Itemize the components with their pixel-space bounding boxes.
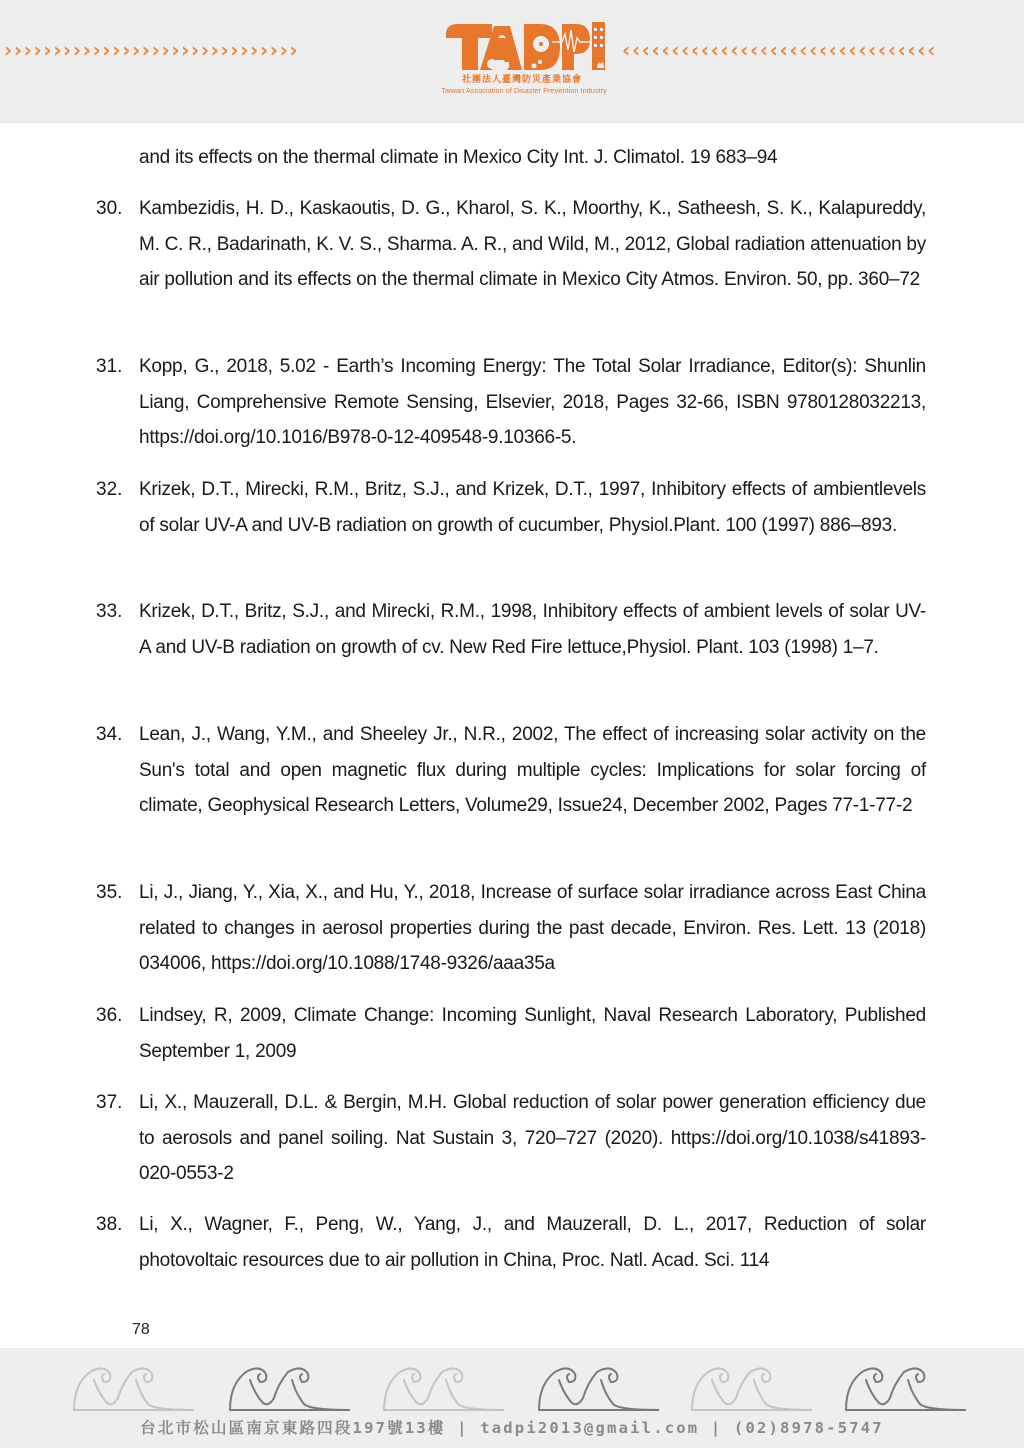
reference-item	[96, 1085, 926, 1192]
wave-decoration-icon	[70, 1362, 990, 1414]
reference-text: Lindsey, R, 2009, Climate Change: Incoming Sunlight, Naval Research Laboratory, Published September 1, 2009	[139, 1005, 926, 1062]
reference-number: 30.	[96, 198, 123, 219]
reference-number: 38.	[96, 1214, 123, 1235]
reference-text: Kambezidis, H. D., Kaskaoutis, D. G., Kharol, S. K., Moorthy, K., Satheesh, S. K., Kalapureddy, M. C. R., Badarinath, K. V. S., Sharma. A. R., and Wild, M., 2012, Global radiation attenuation by air pollution and its effects on the thermal climate in Mexico City Atmos. Environ. 50, pp. 360–72	[139, 198, 926, 291]
reference-item	[96, 1207, 926, 1278]
reference-number: 31.	[96, 356, 123, 377]
reference-text: Lean, J., Wang, Y.M., and Sheeley Jr., N.R., 2002, The effect of increasing solar activity on the Sun's total and open magnetic flux during multiple cycles: Implications for solar forcing of climate, Geophysical Research Letters, Volume29, Issue24, December 2002, Pages 77-1-77-2	[139, 724, 926, 817]
page-header	[0, 0, 1024, 123]
reference-text: Krizek, D.T., Mirecki, R.M., Britz, S.J., and Krizek, D.T., 1997, Inhibitory effects of ambientlevels of solar UV-A and UV-B radiation on growth of cucumber, Physiol.Plant. 100 (1997) 886–893.	[139, 479, 926, 536]
reference-text: Li, X., Mauzerall, D.L. & Bergin, M.H. Global reduction of solar power generation efficiency due to aerosols and panel soiling. Nat Sustain 3, 720–727 (2020). https://doi.org/10.1038/s41893-020-0553-2	[139, 1092, 926, 1185]
reference-item	[96, 717, 926, 824]
reference-number: 34.	[96, 724, 123, 745]
page-footer	[0, 1348, 1024, 1448]
reference-item	[96, 875, 926, 982]
reference-text: Li, J., Jiang, Y., Xia, X., and Hu, Y., 2018, Increase of surface solar irradiance across East China related to changes in aerosol properties during the past decade, Environ. Res. Lett. 13 (2018) 034006, https://doi.org/10.1088/1748-9326/aaa35a	[139, 882, 926, 975]
reference-text: Kopp, G., 2018, 5.02 - Earth’s Incoming Energy: The Total Solar Irradiance, Editor(s): Shunlin Liang, Comprehensive Remote Sensing, Elsevier, 2018, Pages 32-66, ISBN 9780128032213, https://doi.org/10.1016/B978-0-12-409548-9.10366-5.	[139, 356, 926, 449]
contact-info: 台北市松山區南京東路四段197號13樓 | tadpi2013@gmail.com | (02)8978-5747	[140, 1419, 884, 1437]
reference-item	[96, 594, 926, 665]
logo-chinese-name: 社團法人臺灣防災產業協會	[461, 75, 582, 85]
logo-english-name: Taiwan Association of Disaster Prevention Industry	[441, 86, 607, 95]
right-arrow-decoration: ‹‹‹‹‹‹‹‹‹‹‹‹‹‹‹‹‹‹‹‹‹‹‹‹‹‹‹‹‹‹‹‹	[622, 38, 937, 62]
reference-item	[96, 349, 926, 456]
reference-number: 35.	[96, 882, 123, 903]
reference-item	[96, 472, 926, 543]
reference-number: 37.	[96, 1092, 123, 1113]
page-number: 78	[132, 1321, 150, 1338]
reference-text: Krizek, D.T., Britz, S.J., and Mirecki, R.M., 1998, Inhibitory effects of ambient levels of solar UV-A and UV-B radiation on growth of cv. New Red Fire lettuce,Physiol. Plant. 103 (1998) 1–7.	[139, 601, 926, 658]
reference-number: 36.	[96, 1005, 123, 1026]
reference-continuation: and its effects on the thermal climate in Mexico City Int. J. Climatol. 19 683–94	[139, 147, 778, 168]
reference-item	[96, 998, 926, 1069]
reference-item	[96, 191, 926, 298]
reference-number: 32.	[96, 479, 123, 500]
reference-number: 33.	[96, 601, 123, 622]
left-arrow-decoration: ››››››››››››››››››››››››››››››	[4, 38, 300, 62]
reference-text: Li, X., Wagner, F., Peng, W., Yang, J., and Mauzerall, D. L., 2017, Reduction of solar photovoltaic resources due to air pollution in China, Proc. Natl. Acad. Sci. 114	[139, 1214, 926, 1271]
